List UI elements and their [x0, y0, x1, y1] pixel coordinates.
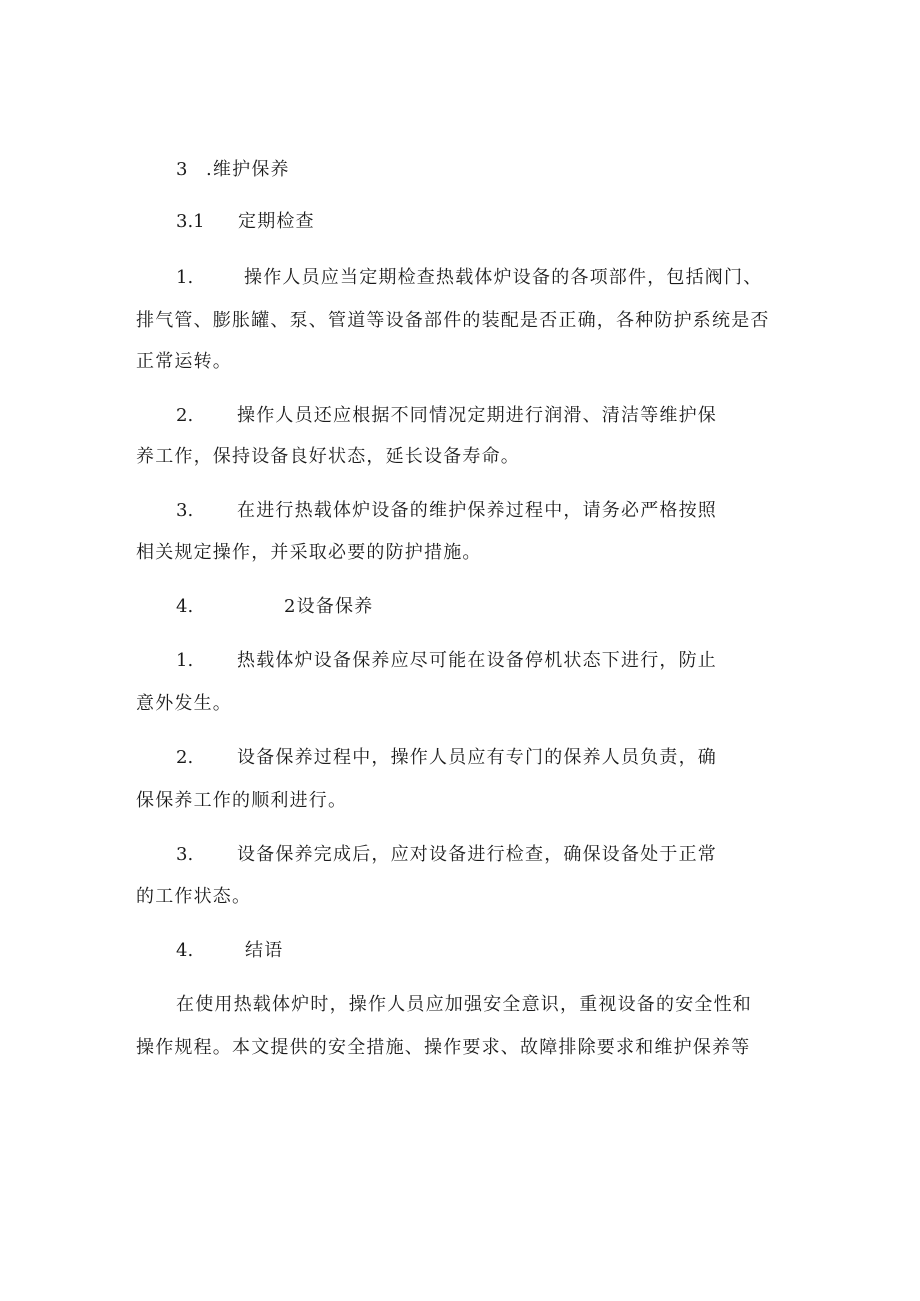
list-item-line: 2设备保养: [284, 596, 374, 617]
list-item-line: 结语: [245, 940, 284, 961]
list-item-line: 相关规定操作，并采取必要的防护措施。: [136, 542, 482, 563]
list-item-number: 3.: [176, 844, 194, 865]
list-item-line: 排气管、膨胀罐、泵、管道等设备部件的装配是否正确，各种防护系统是否: [136, 310, 770, 331]
list-item-number: 2.: [176, 747, 194, 768]
conclusion-line: 在使用热载体炉时，操作人员应加强安全意识，重视设备的安全性和: [176, 994, 752, 1015]
list-item-line: 设备保养完成后，应对设备进行检查，确保设备处于正常: [237, 844, 717, 865]
list-item-line: 正常运转。: [136, 351, 232, 372]
list-item-line: 意外发生。: [136, 693, 232, 714]
list-item-number: 3.: [176, 500, 194, 521]
list-item-number: 4.: [176, 596, 194, 617]
list-item-number: 2.: [176, 405, 194, 426]
list-item-line: 保保养工作的顺利进行。: [136, 790, 348, 811]
list-item-line: 操作人员应当定期检查热载体炉设备的各项部件，包括阀门、: [244, 267, 763, 288]
subsection-number: 3.1: [176, 211, 205, 232]
list-item-line: 养工作，保持设备良好状态，延长设备寿命。: [136, 446, 520, 467]
list-item-number: 1.: [176, 650, 194, 671]
list-item-line: 设备保养过程中，操作人员应有专门的保养人员负责，确: [237, 747, 717, 768]
list-item-line: 在进行热载体炉设备的维护保养过程中，请务必严格按照: [237, 500, 717, 521]
section-title: .维护保养: [206, 159, 290, 180]
list-item-line: 操作人员还应根据不同情况定期进行润滑、清洁等维护保: [237, 405, 717, 426]
section-number: 3: [176, 159, 188, 180]
conclusion-line: 操作规程。本文提供的安全措施、操作要求、故障排除要求和维护保养等: [136, 1037, 751, 1058]
list-item-number: 1.: [176, 267, 194, 288]
list-item-line: 热载体炉设备保养应尽可能在设备停机状态下进行，防止: [237, 650, 717, 671]
list-item-number: 4.: [176, 940, 194, 961]
subsection-title: 定期检查: [238, 211, 315, 232]
list-item-line: 的工作状态。: [136, 886, 252, 907]
